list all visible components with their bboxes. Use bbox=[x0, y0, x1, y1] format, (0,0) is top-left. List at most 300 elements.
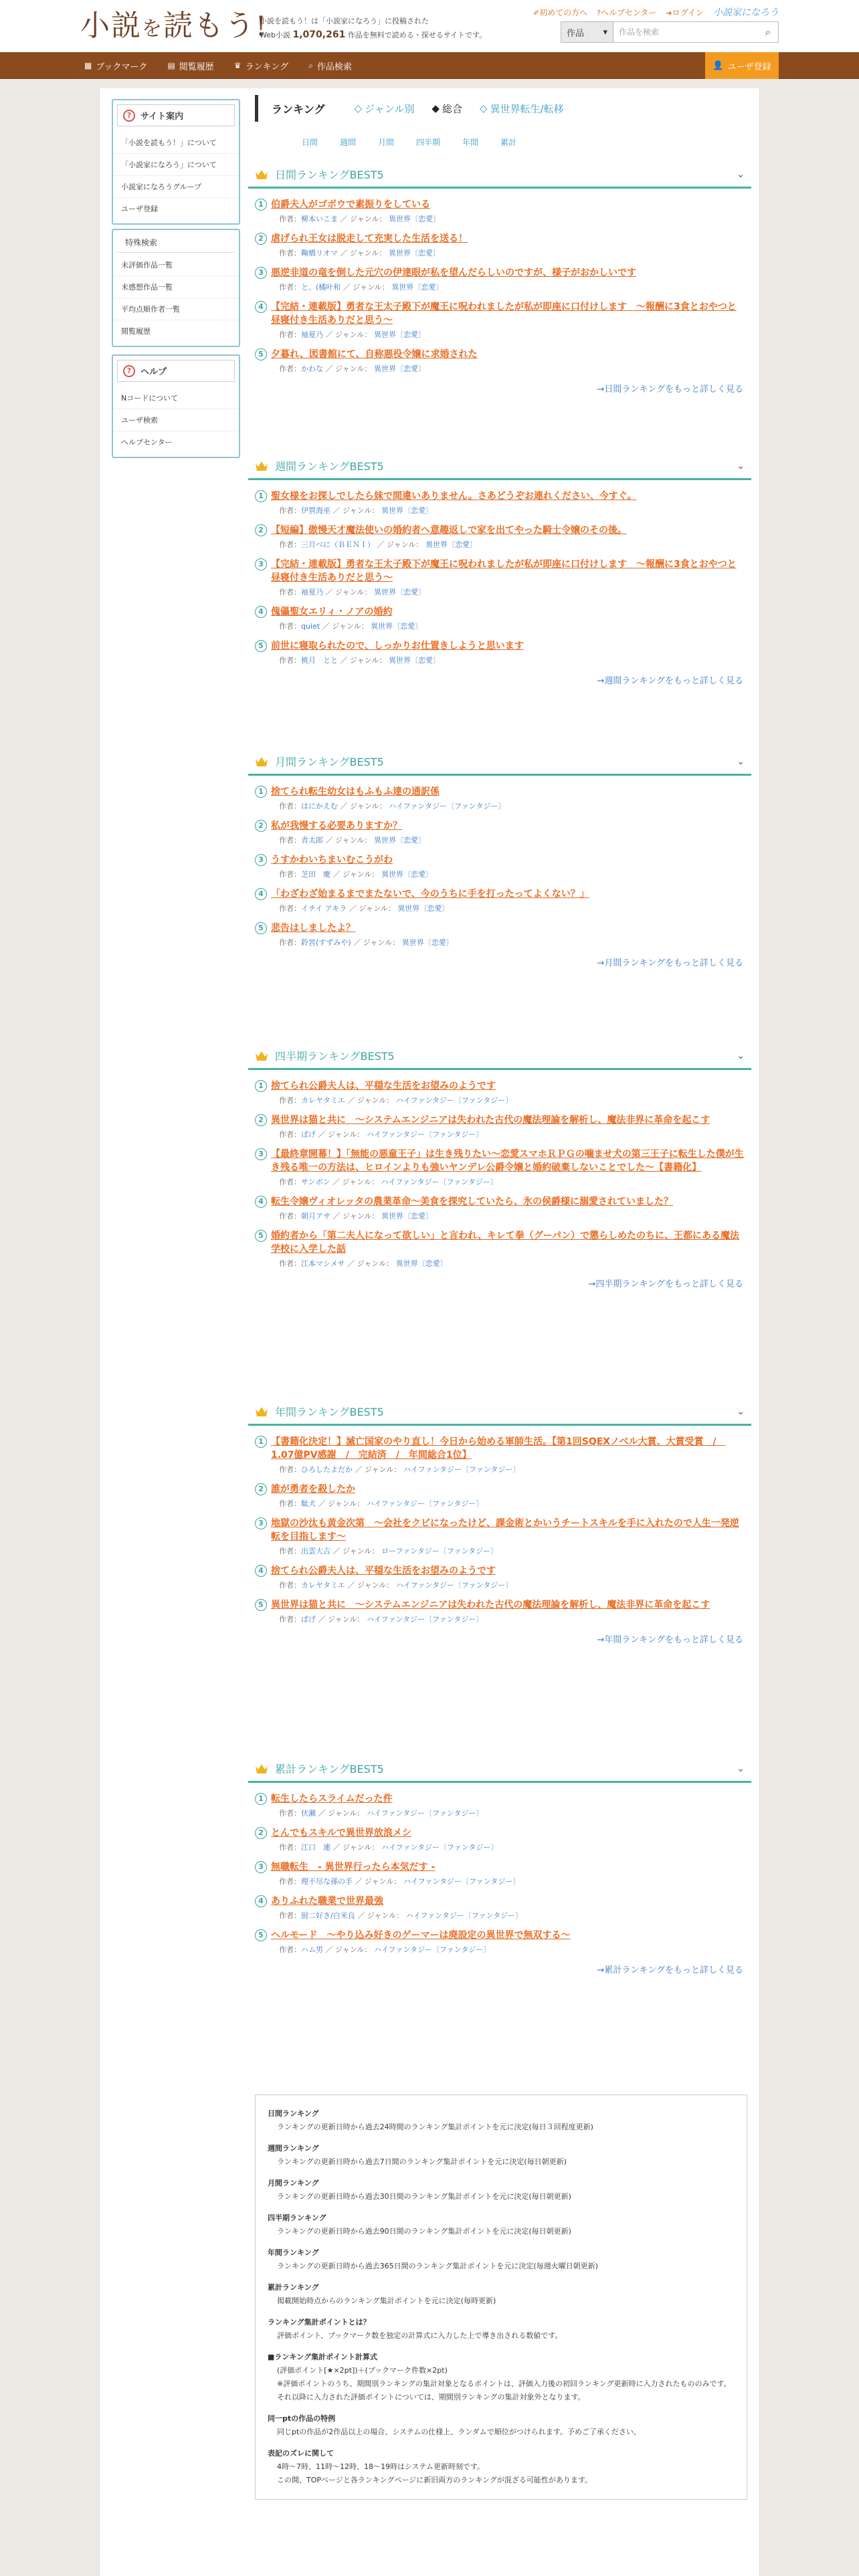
entry-meta: 作者：ハム男 ／ ジャンル： ハイファンタジー〔ファンタジー〕 bbox=[279, 1945, 491, 1954]
note-heading: 累計ランキング bbox=[268, 2283, 319, 2292]
rank-number: 5 bbox=[255, 1230, 267, 1242]
rank-number: 4 bbox=[255, 301, 267, 313]
entry-meta: 作者：駄犬 ／ ジャンル： ハイファンタジー〔ファンタジー〕 bbox=[279, 1499, 484, 1508]
author-link[interactable]: 駄犬 bbox=[301, 1499, 316, 1508]
author-link[interactable]: 柳本いこま bbox=[301, 215, 338, 223]
entry-meta: 作者：理不尽な孫の手 ／ ジャンル： ハイファンタジー〔ファンタジー〕 bbox=[279, 1877, 520, 1886]
nav-history[interactable]: ▤ 閲覧履歴 bbox=[167, 61, 214, 72]
rank-number: 5 bbox=[255, 922, 267, 934]
section-header[interactable] bbox=[248, 453, 751, 480]
genre-link[interactable]: 異世界〔恋愛〕 bbox=[391, 283, 444, 292]
genre-link[interactable]: 異世界〔恋愛〕 bbox=[381, 870, 434, 879]
help-center-link[interactable]: ?ヘルプセンター bbox=[597, 7, 657, 17]
ranking-entry bbox=[255, 198, 745, 224]
entry-meta: 作者：伏瀬 ／ ジャンル： ハイファンタジー〔ファンタジー〕 bbox=[279, 1809, 484, 1818]
section-title: 週間ランキングBEST5 bbox=[275, 460, 384, 473]
rank-number: 5 bbox=[255, 640, 267, 652]
genre-link[interactable]: 異世界〔恋愛〕 bbox=[388, 249, 440, 257]
author-link[interactable]: 厨二好き/白米良 bbox=[301, 1911, 355, 1920]
ranking-section-monthly bbox=[248, 749, 751, 968]
novel-title-link[interactable]: 虐げられ王女は脱走して充実した生活を送る！ bbox=[271, 233, 468, 244]
sidebar-guide bbox=[112, 99, 240, 225]
entry-meta: 作者：袖夏乃 ／ ジャンル： 異世界〔恋愛〕 bbox=[279, 330, 426, 339]
genre-link[interactable]: ハイファンタジー〔ファンタジー〕 bbox=[381, 1843, 498, 1852]
chevron-down-icon: ⌄ bbox=[737, 1050, 745, 1061]
section-header[interactable] bbox=[248, 1756, 751, 1783]
nav-search[interactable]: ⌕ 作品検索 bbox=[308, 60, 352, 72]
novel-title-link[interactable]: 悪逆非道の竜を倒した元穴の伊達眼が私を望んだらしいのですが、様子がおかしいです bbox=[271, 267, 636, 278]
note-text: それ以降に入力された評価ポイントについては、期間別ランキングの集計対象外となります。 bbox=[277, 2393, 585, 2401]
genre-link[interactable]: 異世界〔恋愛〕 bbox=[425, 540, 478, 549]
login-icon: ➜ bbox=[666, 8, 672, 17]
entry-meta: 作者：青太郎 ／ ジャンル： 異世界〔恋愛〕 bbox=[279, 836, 426, 845]
sidebar-item[interactable]: 小説家になろうグループ bbox=[113, 176, 239, 198]
entry-meta: 作者：袖夏乃 ／ ジャンル： 異世界〔恋愛〕 bbox=[279, 588, 426, 597]
novel-title-link[interactable]: ありふれた職業で世界最強 bbox=[271, 1896, 383, 1907]
entry-meta: 作者：出雲大吉 ／ ジャンル： ローファンタジー〔ファンタジー〕 bbox=[279, 1547, 498, 1555]
novel-title-link[interactable]: 転生令嬢ヴィオレッタの農業革命～美食を探究していたら、氷の侯爵様に溺愛されていました？ bbox=[271, 1196, 674, 1207]
ranking-entry bbox=[255, 1929, 745, 1955]
entry-meta: 作者：厨二好き/白米良 ／ ジャンル： ハイファンタジー〔ファンタジー〕 bbox=[279, 1911, 523, 1920]
rank-number: 1 bbox=[255, 1793, 267, 1805]
note-text: ※評価ポイントのうち、期間別ランキングの集計対象となるポイントは、評価入力後の初回ランキング更新時に入力されたもののみです。 bbox=[277, 2379, 731, 2388]
period-tabs bbox=[302, 136, 516, 148]
site-header bbox=[0, 0, 859, 52]
more-ranking-link[interactable]: →週間ランキングをもっと詳しく見る bbox=[597, 676, 743, 686]
genre-link[interactable]: 異世界〔恋愛〕 bbox=[374, 364, 426, 373]
ranking-entry bbox=[255, 922, 745, 948]
ranking-entry bbox=[255, 639, 745, 665]
genre-link[interactable]: 異世界〔恋愛〕 bbox=[401, 938, 454, 947]
genre-link[interactable]: ハイファンタジー〔ファンタジー〕 bbox=[403, 1877, 520, 1886]
tab-yearly[interactable]: 年間 bbox=[462, 138, 479, 147]
author-link[interactable]: 桃月 とと bbox=[301, 656, 338, 665]
note-text: 4時〜7時、11時〜12時、18〜19時はシステム更新時刻です。 bbox=[277, 2462, 485, 2471]
ranking-entry bbox=[255, 1564, 745, 1590]
rank-number: 3 bbox=[255, 1517, 267, 1529]
note-text: ランキングの更新日時から過去90日間のランキング集計ポイントを元に決定(毎日朝更新) bbox=[277, 2227, 571, 2236]
section-title: 四半期ランキングBEST5 bbox=[275, 1050, 395, 1063]
entry-meta: 作者：三月べに（ＢＥＮＩ） ／ ジャンル： 異世界〔恋愛〕 bbox=[279, 540, 478, 549]
note-heading: 週間ランキング bbox=[268, 2144, 319, 2153]
chevron-down-icon: ▾ bbox=[603, 27, 607, 37]
rank-number: 1 bbox=[255, 199, 267, 211]
entry-meta: 作者：イチイ アキラ ／ ジャンル： 異世界〔恋愛〕 bbox=[279, 904, 450, 913]
author-link[interactable]: 理不尽な孫の手 bbox=[301, 1877, 353, 1886]
genre-link[interactable]: ローファンタジー〔ファンタジー〕 bbox=[381, 1547, 498, 1555]
author-link[interactable]: かわな bbox=[301, 364, 323, 373]
author-link[interactable]: 江本マシメサ bbox=[301, 1259, 345, 1268]
header-links bbox=[533, 5, 779, 19]
author-link[interactable]: 青太郎 bbox=[301, 836, 323, 845]
entry-meta: 作者：カレヤタミエ ／ ジャンル： ハイファンタジー〔ファンタジー〕 bbox=[279, 1581, 513, 1590]
author-link[interactable]: カレヤタミエ bbox=[301, 1581, 345, 1590]
user-icon: 👤 bbox=[712, 60, 724, 71]
global-nav bbox=[0, 52, 859, 79]
rank-number: 1 bbox=[255, 1436, 267, 1448]
note-text: ランキングの更新日時から過去365日間のランキング集計ポイントを元に決定(毎週火曜日朝更新) bbox=[277, 2262, 598, 2270]
author-link[interactable]: 伊賀海巫 bbox=[301, 506, 330, 515]
novel-title-link[interactable]: 聖女様をお探しでしたら妹で間違いありません。さあどうぞお連れください、今すぐ。 bbox=[271, 491, 637, 502]
note-text: この間、TOPページと各ランキングページに新旧両方のランキングが混ざる可能性があります。 bbox=[277, 2476, 593, 2484]
question-icon: ? bbox=[123, 365, 135, 377]
register-button[interactable]: 👤 ユーザ登録 bbox=[705, 52, 779, 79]
more-ranking-link[interactable]: →年間ランキングをもっと詳しく見る bbox=[597, 1635, 743, 1645]
rank-number: 3 bbox=[255, 854, 267, 866]
nav-bookmark[interactable]: ▦ ブックマーク bbox=[84, 61, 148, 72]
help-icon: ? bbox=[597, 8, 601, 17]
novel-title-link[interactable]: 異世界は猫と共に ～システムエンジニアは失われた古代の魔法理論を解析し、魔法非界に革命を起こす bbox=[271, 1600, 710, 1610]
novel-title-link[interactable]: うすかわいちまいむこうがわ bbox=[271, 855, 393, 865]
genre-link[interactable]: 異世界〔恋愛〕 bbox=[374, 330, 426, 339]
diamond-outline-icon: ◇ bbox=[479, 102, 488, 114]
author-link[interactable]: 三月べに（ＢＥＮＩ） bbox=[301, 540, 375, 549]
note-heading: 四半期ランキング bbox=[268, 2214, 326, 2222]
chevron-down-icon: ⌄ bbox=[737, 460, 745, 471]
rank-number: 5 bbox=[255, 1929, 267, 1941]
rank-number: 4 bbox=[255, 1565, 267, 1577]
novel-title-link[interactable]: 前世に寝取られたので、しっかりお仕置きしようと思います bbox=[271, 641, 524, 651]
rank-number: 4 bbox=[255, 1196, 267, 1208]
author-link[interactable]: と。(橘叶和 bbox=[301, 283, 341, 292]
author-link[interactable]: quiet bbox=[301, 622, 320, 631]
search-button[interactable] bbox=[758, 22, 778, 42]
ranking-section-weekly bbox=[248, 453, 751, 686]
entry-meta: 作者：伊賀海巫 ／ ジャンル： 異世界〔恋愛〕 bbox=[279, 506, 434, 515]
sidebar-item[interactable]: Nコードについて bbox=[113, 387, 239, 409]
novel-title-link[interactable]: 転生したらスライムだった件 bbox=[271, 1794, 393, 1804]
section-header[interactable] bbox=[248, 1399, 751, 1426]
crown-icon bbox=[255, 1406, 268, 1417]
site-tagline: 小説を読もう！は「小説家になろう」に投稿された Web小説 1,070,261 作品を無料で読める・探せるサイトです。 bbox=[260, 17, 487, 40]
rank-number: 3 bbox=[255, 267, 267, 279]
sidebar-item[interactable]: 未評価作品一覧 bbox=[113, 254, 239, 276]
section-header[interactable] bbox=[248, 1043, 751, 1070]
sidebar-item[interactable]: 閲覧履歴 bbox=[121, 327, 151, 336]
rank-number: 5 bbox=[255, 1599, 267, 1611]
history-icon: ▤ bbox=[167, 61, 175, 70]
novel-title-link[interactable]: 誰が勇者を殺したか bbox=[271, 1484, 355, 1495]
ranking-entry bbox=[255, 490, 745, 516]
genre-link[interactable]: ハイファンタジー〔ファンタジー〕 bbox=[367, 1615, 484, 1624]
tab-total[interactable]: 累計 bbox=[500, 138, 517, 147]
more-ranking-link[interactable]: →四半期ランキングをもっと詳しく見る bbox=[588, 1279, 743, 1289]
ranking-entry bbox=[255, 605, 745, 631]
sidebar-item[interactable]: ヘルプセンター bbox=[121, 438, 173, 447]
crown-icon: ♛ bbox=[233, 61, 242, 70]
ranking-entry bbox=[255, 1792, 745, 1818]
entry-meta: 作者：江口 連 ／ ジャンル： ハイファンタジー〔ファンタジー〕 bbox=[279, 1843, 498, 1852]
site-logo[interactable]: 小説を読もう! bbox=[80, 9, 268, 43]
nav-ranking[interactable]: ♛ ランキング bbox=[233, 61, 289, 72]
genre-link[interactable]: 異世界〔恋愛〕 bbox=[395, 1259, 448, 1268]
ranking-entry bbox=[255, 1483, 745, 1509]
note-heading: 年間ランキング bbox=[268, 2248, 319, 2257]
ranking-entry bbox=[255, 1826, 745, 1852]
ranking-entry bbox=[255, 232, 745, 258]
novel-title-link[interactable]: 【完結・連載版】勇者な王太子殿下が魔王に呪われましたが私が即座に口付けします ～報酬に3食とおやつと昼寝付き生活ありだと思う～ bbox=[271, 302, 737, 326]
crown-icon bbox=[255, 1763, 268, 1774]
sidebar-special-search bbox=[112, 229, 240, 347]
sidebar-guide-title: ? サイト案内 bbox=[117, 104, 235, 126]
novel-title-link[interactable]: ヘルモード ～やり込み好きのゲーマーは廃設定の異世界で無双する～ bbox=[271, 1930, 571, 1941]
tab-monthly[interactable]: 月間 bbox=[378, 138, 395, 147]
note-heading: ■ランキング集計ポイント計算式 bbox=[268, 2353, 378, 2361]
crown-icon bbox=[255, 169, 268, 180]
author-link[interactable]: 芝田 慶 bbox=[301, 870, 330, 879]
ranking-entry bbox=[255, 1860, 745, 1887]
genre-link[interactable]: ハイファンタジー〔ファンタジー〕 bbox=[367, 1809, 484, 1818]
novel-title-link[interactable]: 伯爵夫人がゴボウで素振りをしている bbox=[271, 199, 430, 210]
note-text: 同じptの作品が2作品以上の場合、システムの仕様上、ランダムで順位がつけられます。予めご了承ください。 bbox=[277, 2428, 641, 2436]
genre-link[interactable]: 異世界〔恋愛〕 bbox=[381, 506, 434, 515]
novel-title-link[interactable]: 捨てられ転生幼女はもふもふ達の通訳係 bbox=[271, 786, 440, 797]
tab-daily[interactable]: 日間 bbox=[302, 138, 318, 147]
ranking-header bbox=[255, 95, 750, 122]
novel-title-link[interactable]: 捨てられ公爵夫人は、平穏な生活をお望みのようです bbox=[271, 1566, 496, 1576]
more-ranking-link[interactable]: →月間ランキングをもっと詳しく見る bbox=[597, 958, 743, 968]
ranking-entry bbox=[255, 558, 745, 597]
ranking-section-yearly bbox=[248, 1399, 751, 1645]
author-link[interactable]: はにかえむ bbox=[301, 802, 338, 811]
search-icon: ⌕ bbox=[765, 25, 771, 38]
genre-link[interactable]: ハイファンタジー〔ファンタジー〕 bbox=[395, 1096, 513, 1105]
novel-title-link[interactable]: 【最終章開幕！】「無能の悪童王子」は生き残りたい～恋愛スマホＲＰＧの噛ませ犬の第三王子に転生した僕が生き残る唯一の方法は、ヒロインよりも強いヤンデレ公爵令嬢と婚約破棄しないことでした～【書籍化】 bbox=[271, 1149, 744, 1173]
ranking-section-total bbox=[248, 1756, 751, 1975]
author-link[interactable]: 袖夏乃 bbox=[301, 588, 323, 597]
genre-link[interactable]: 異世界〔恋愛〕 bbox=[371, 622, 423, 631]
crown-icon bbox=[255, 756, 268, 767]
novel-title-link[interactable]: 【書籍化決定！】滅亡国家のやり直し！今日から始める軍師生活。【第1回SQEXノベル大賞、大賞受賞 / 1.07億PV感謝 / 完結済 / 年間総合1位】 bbox=[271, 1436, 726, 1461]
ranking-notes bbox=[255, 2095, 747, 2500]
author-link[interactable]: イチイ アキラ bbox=[301, 904, 347, 913]
ranking-entry bbox=[255, 1113, 745, 1140]
novel-title-link[interactable]: 婚約者から「第二夫人になって欲しい」と言われ、キレて拳（グーパン）で懲らしめたのちに、王都にある魔法学校に入学した話 bbox=[271, 1230, 739, 1255]
ranking-entry bbox=[255, 819, 745, 845]
tab-isekai[interactable]: ◇ 異世界転生/転移 bbox=[479, 102, 564, 115]
sidebar-item[interactable]: 「小説を読もう！」について bbox=[113, 132, 239, 154]
rank-number: 2 bbox=[255, 1483, 267, 1495]
note-heading: 日間ランキング bbox=[268, 2109, 319, 2118]
genre-link[interactable]: 異世界〔恋愛〕 bbox=[374, 588, 426, 597]
tab-weekly[interactable]: 週間 bbox=[340, 138, 357, 147]
ranking-entry bbox=[255, 785, 745, 811]
sidebar-item[interactable]: ユーザ登録 bbox=[121, 205, 158, 213]
ranking-entry bbox=[255, 1517, 745, 1556]
rank-number: 1 bbox=[255, 786, 267, 798]
entry-meta: 作者：江本マシメサ ／ ジャンル： 異世界〔恋愛〕 bbox=[279, 1259, 448, 1268]
entry-meta: 作者：朝月アサ ／ ジャンル： 異世界〔恋愛〕 bbox=[279, 1212, 434, 1220]
section-header[interactable] bbox=[248, 749, 751, 776]
search-bar bbox=[561, 21, 779, 43]
page-title: ランキング bbox=[272, 102, 325, 116]
entry-meta: 作者：ぱげ ／ ジャンル： ハイファンタジー〔ファンタジー〕 bbox=[279, 1130, 484, 1139]
chevron-down-icon: ⌄ bbox=[737, 1763, 745, 1774]
novel-title-link[interactable]: とんでもスキルで異世界放浪メシ bbox=[271, 1828, 411, 1838]
sidebar-help-title: ? ヘルプ bbox=[117, 360, 235, 382]
ranking-section-quarterly bbox=[248, 1043, 751, 1289]
novel-title-link[interactable]: 【完結・連載版】勇者な王太子殿下が魔王に呪われましたが私が即座に口付けします ～報酬に3食とおやつと昼寝付き生活ありだと思う～ bbox=[271, 559, 737, 583]
genre-link[interactable]: 異世界〔恋愛〕 bbox=[389, 656, 441, 665]
novel-title-link[interactable]: 悲告はしましたよ？ bbox=[271, 923, 355, 934]
genre-link[interactable]: ハイファンタジー〔ファンタジー〕 bbox=[395, 1581, 513, 1590]
sidebar-help bbox=[112, 354, 240, 458]
section-title: 日間ランキングBEST5 bbox=[275, 169, 384, 181]
tab-genre[interactable]: ◇ ジャンル別 bbox=[354, 102, 415, 115]
genre-link[interactable]: ハイファンタジー〔ファンタジー〕 bbox=[405, 1911, 523, 1920]
note-heading: 表記のズレに関して bbox=[268, 2449, 334, 2458]
entry-meta: 作者：はにかえむ ／ ジャンル： ハイファンタジー〔ファンタジー〕 bbox=[279, 802, 506, 811]
novel-title-link[interactable]: 異世界は猫と共に ～システムエンジニアは失われた古代の魔法理論を解析し、魔法非界に革命を起こす bbox=[271, 1115, 710, 1125]
entry-meta: 作者：鞠橋リオマ ／ ジャンル： 異世界〔恋愛〕 bbox=[279, 249, 440, 257]
beginner-link[interactable]: ✐初めての方へ bbox=[533, 7, 588, 17]
author-link[interactable]: 伏瀬 bbox=[301, 1809, 316, 1818]
note-text: ランキングの更新日時から過去30日間のランキング集計ポイントを元に決定(毎日朝更新) bbox=[277, 2192, 571, 2201]
rank-number: 2 bbox=[255, 524, 267, 536]
rank-number: 2 bbox=[255, 820, 267, 832]
rank-number: 4 bbox=[255, 1895, 267, 1907]
ranking-entry bbox=[255, 1435, 745, 1475]
ranking-entry bbox=[255, 1598, 745, 1624]
chevron-down-icon: ⌄ bbox=[737, 1406, 745, 1417]
genre-link[interactable]: ハイファンタジー〔ファンタジー〕 bbox=[389, 802, 506, 811]
note-text: ランキングの更新日時から過去7日間のランキング集計ポイントを元に決定(毎日朝更新) bbox=[277, 2157, 567, 2166]
chevron-down-icon: ⌄ bbox=[737, 169, 745, 180]
entry-meta: 作者：サンボン ／ ジャンル： ハイファンタジー〔ファンタジー〕 bbox=[279, 1178, 498, 1186]
entry-meta: 作者：ぱげ ／ ジャンル： ハイファンタジー〔ファンタジー〕 bbox=[279, 1615, 484, 1624]
rank-number: 3 bbox=[255, 558, 267, 570]
entry-meta: 作者：かわな ／ ジャンル： 異世界〔恋愛〕 bbox=[279, 364, 426, 373]
genre-link[interactable]: ハイファンタジー〔ファンタジー〕 bbox=[374, 1945, 491, 1954]
rank-number: 1 bbox=[255, 490, 267, 502]
search-input[interactable] bbox=[613, 22, 758, 42]
rank-number: 4 bbox=[255, 888, 267, 900]
search-icon: ⌕ bbox=[308, 60, 313, 70]
section-header[interactable] bbox=[248, 162, 751, 189]
author-link[interactable]: ぱげ bbox=[301, 1130, 316, 1139]
author-link[interactable]: 江口 連 bbox=[301, 1843, 330, 1852]
entry-meta: 作者：と。(橘叶和 ／ ジャンル： 異世界〔恋愛〕 bbox=[279, 283, 444, 292]
ranking-entry bbox=[255, 348, 745, 374]
entry-meta: 作者：ひろしたよだか ／ ジャンル： ハイファンタジー〔ファンタジー〕 bbox=[279, 1465, 520, 1474]
rank-number: 2 bbox=[255, 1827, 267, 1839]
sidebar-item[interactable]: 平均点順作者一覧 bbox=[113, 298, 239, 320]
novel-title-link[interactable]: 「わざわざ始まるまでまたないで、今のうちに手を打ったってよくない？」 bbox=[271, 889, 589, 899]
chevron-down-icon: ⌄ bbox=[737, 756, 745, 767]
sidebar-special-title: 特殊検索 bbox=[117, 230, 235, 253]
rank-number: 5 bbox=[255, 348, 267, 360]
genre-link[interactable]: ハイファンタジー〔ファンタジー〕 bbox=[367, 1130, 484, 1139]
rank-number: 3 bbox=[255, 1861, 267, 1873]
ranking-entry bbox=[255, 1229, 745, 1269]
note-text: 掲載開始時点からのランキング集計ポイントを元に決定(毎時更新) bbox=[277, 2296, 496, 2305]
author-link[interactable]: カレヤタミエ bbox=[301, 1096, 345, 1105]
ranking-entry bbox=[255, 1148, 745, 1187]
rank-number: 2 bbox=[255, 233, 267, 245]
pen-icon: ✐ bbox=[533, 8, 540, 17]
note-text: 評価ポイント、ブックマーク数を独定の計算式に入力した上で導き出される数値です。 bbox=[277, 2331, 563, 2340]
login-link[interactable]: ➜ログイン bbox=[666, 7, 704, 17]
note-heading: 月間ランキング bbox=[268, 2179, 319, 2187]
rank-number: 3 bbox=[255, 1148, 267, 1160]
sidebar-item[interactable]: ユーザ検索 bbox=[113, 409, 239, 431]
note-heading: ランキング集計ポイントとは？ bbox=[268, 2318, 371, 2327]
author-link[interactable]: サンボン bbox=[301, 1178, 330, 1186]
author-link[interactable]: ひろしたよだか bbox=[301, 1465, 353, 1474]
crown-icon bbox=[255, 461, 268, 471]
question-icon: ? bbox=[123, 110, 135, 122]
author-link[interactable]: 鈴宮(すずみや) bbox=[301, 938, 351, 947]
entry-meta: 作者：鈴宮(すずみや) ／ ジャンル： 異世界〔恋愛〕 bbox=[279, 938, 454, 947]
search-type-select[interactable]: 作品 ▾ bbox=[561, 22, 613, 42]
sidebar-item[interactable]: 未感想作品一覧 bbox=[113, 276, 239, 298]
content-container bbox=[99, 88, 760, 2576]
genre-link[interactable]: ハイファンタジー〔ファンタジー〕 bbox=[381, 1178, 498, 1186]
genre-link[interactable]: 異世界〔恋愛〕 bbox=[389, 215, 441, 223]
more-ranking-link[interactable]: →日間ランキングをもっと詳しく見る bbox=[597, 385, 743, 395]
more-ranking-link[interactable]: →累計ランキングをもっと詳しく見る bbox=[597, 1965, 743, 1975]
genre-link[interactable]: 異世界〔恋愛〕 bbox=[397, 904, 450, 913]
entry-meta: 作者：柳本いこま ／ ジャンル： 異世界〔恋愛〕 bbox=[279, 215, 441, 223]
ranking-entry bbox=[255, 853, 745, 879]
tab-overall[interactable]: ◆ 総合 bbox=[432, 102, 462, 115]
novel-title-link[interactable]: 夕暮れ、図書館にて、自称悪役令嬢に求婚された bbox=[271, 349, 478, 360]
sidebar-item[interactable]: 「小説家になろう」について bbox=[113, 154, 239, 176]
rank-number: 1 bbox=[255, 1080, 267, 1092]
rank-number: 2 bbox=[255, 1114, 267, 1126]
author-link[interactable]: 鞠橋リオマ bbox=[301, 249, 338, 257]
section-title: 年間ランキングBEST5 bbox=[275, 1406, 384, 1418]
tab-quarterly[interactable]: 四半期 bbox=[416, 138, 441, 147]
rank-number: 4 bbox=[255, 606, 267, 618]
novel-title-link[interactable]: 【短編】傲慢天才魔法使いの婚約者へ意趣返しで家を出てやった騎士令嬢のその後。 bbox=[271, 525, 627, 536]
ranking-entry bbox=[255, 266, 745, 292]
bookmark-icon: ▦ bbox=[84, 61, 92, 70]
narou-logo[interactable]: 小説家になろう bbox=[713, 7, 779, 18]
diamond-filled-icon: ◆ bbox=[432, 102, 440, 114]
genre-link[interactable]: ハイファンタジー〔ファンタジー〕 bbox=[367, 1499, 484, 1508]
section-title: 累計ランキングBEST5 bbox=[275, 1763, 384, 1776]
crown-icon bbox=[255, 1051, 268, 1061]
novel-title-link[interactable]: 傀儡聖女エリィ・ノアの婚約 bbox=[271, 607, 393, 617]
entry-meta: 作者：quiet ／ ジャンル： 異世界〔恋愛〕 bbox=[279, 622, 423, 631]
section-title: 月間ランキングBEST5 bbox=[275, 756, 384, 768]
note-heading: 同一ptの作品の特例 bbox=[268, 2414, 336, 2423]
ranking-entry bbox=[255, 1895, 745, 1921]
ranking-section-daily bbox=[248, 162, 751, 395]
entry-meta: 作者：カレヤタミエ ／ ジャンル： ハイファンタジー〔ファンタジー〕 bbox=[279, 1096, 513, 1105]
diamond-outline-icon: ◇ bbox=[354, 102, 363, 114]
novel-title-link[interactable]: 捨てられ公爵夫人は、平穏な生活をお望みのようです bbox=[271, 1081, 496, 1091]
ranking-entry bbox=[255, 1195, 745, 1221]
entry-meta: 作者：芝田 慶 ／ ジャンル： 異世界〔恋愛〕 bbox=[279, 870, 434, 879]
genre-link[interactable]: ハイファンタジー〔ファンタジー〕 bbox=[403, 1465, 520, 1474]
ranking-entry bbox=[255, 524, 745, 550]
author-link[interactable]: ハム男 bbox=[301, 1945, 323, 1954]
ranking-entry bbox=[255, 300, 745, 340]
author-link[interactable]: ぱげ bbox=[301, 1615, 316, 1624]
genre-link[interactable]: 異世界〔恋愛〕 bbox=[381, 1212, 434, 1220]
genre-link[interactable]: 異世界〔恋愛〕 bbox=[374, 836, 426, 845]
author-link[interactable]: 朝月アサ bbox=[301, 1212, 330, 1220]
author-link[interactable]: 出雲大吉 bbox=[301, 1547, 330, 1555]
novel-title-link[interactable]: 地獄の沙汰も黄金次第 ～会社をクビになったけど、課金術とかいうチートスキルを手に入れたので人生一発逆転を目指します～ bbox=[271, 1518, 739, 1542]
ranking-entry bbox=[255, 887, 745, 914]
author-link[interactable]: 袖夏乃 bbox=[301, 330, 323, 339]
ranking-entry bbox=[255, 1079, 745, 1105]
novel-title-link[interactable]: 無職転生 - 異世界行ったら本気だす - bbox=[271, 1862, 436, 1872]
novel-title-link[interactable]: 私が我慢する必要ありますか？ bbox=[271, 821, 402, 831]
